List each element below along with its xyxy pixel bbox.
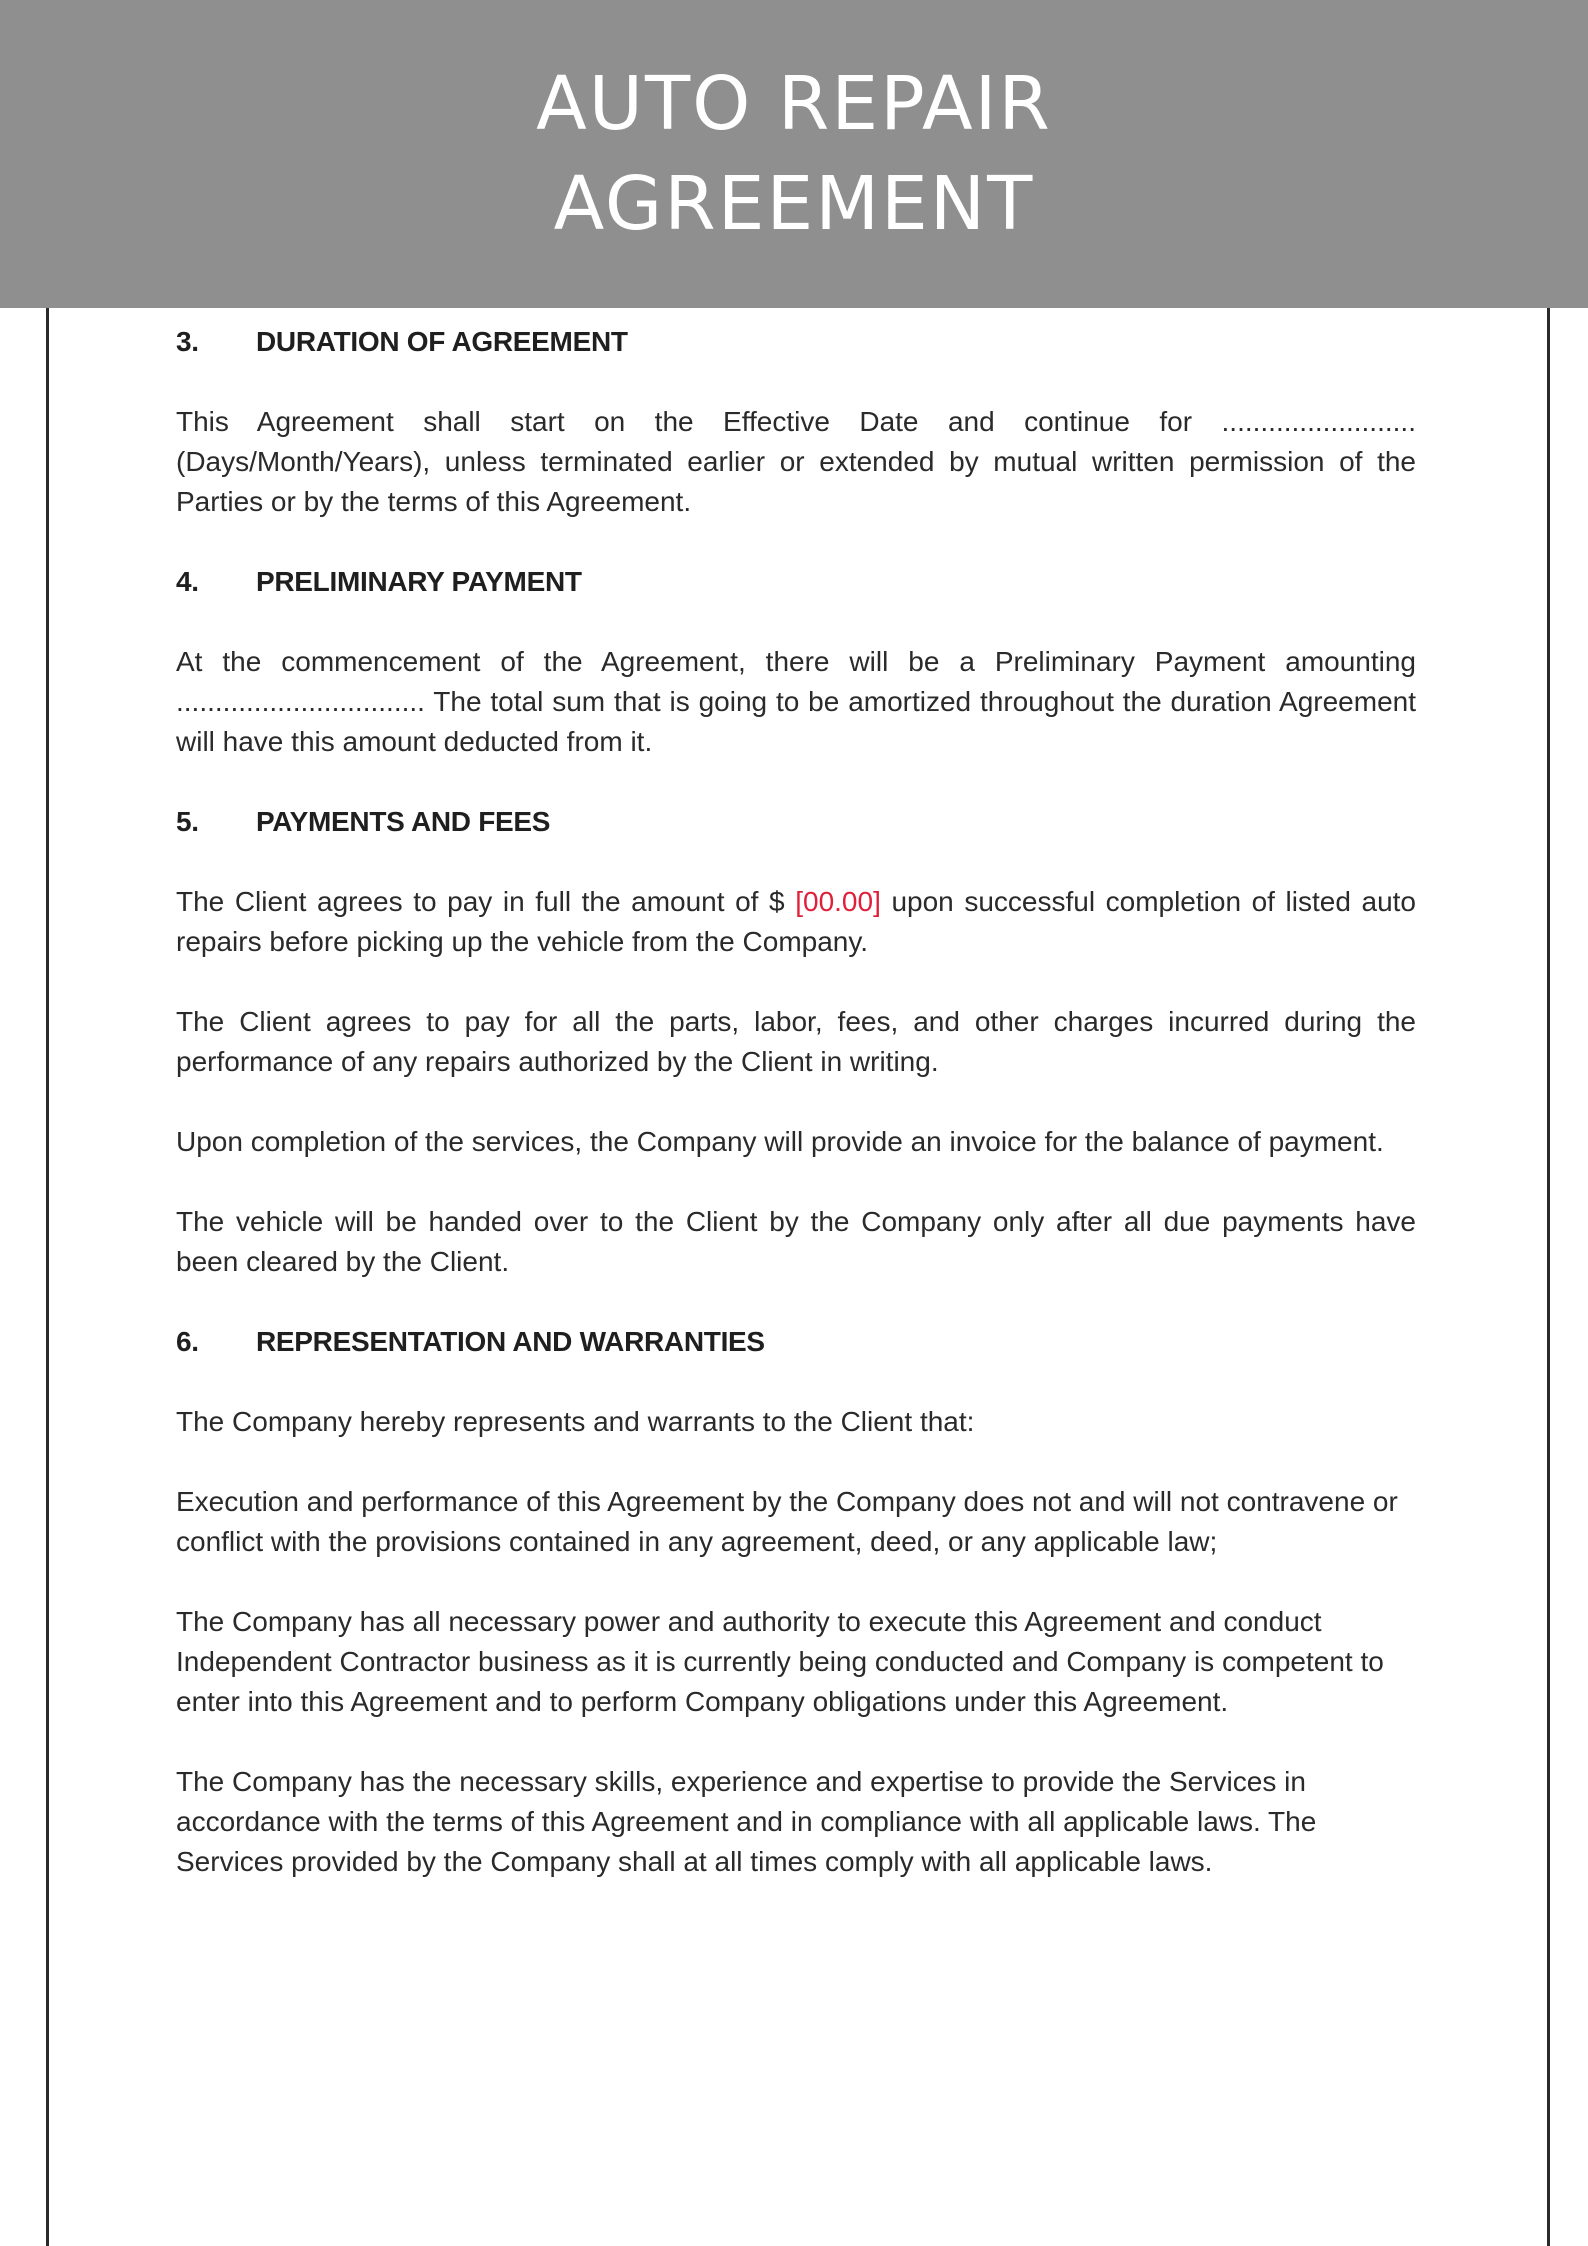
paragraph: The Company has all necessary power and authority to execute this Agreement and conduct Independent Contractor business as it is currently being conducted and Company is competent to enter into this Agreement and to perform Company obligations under this Agreement. xyxy=(176,1606,1384,1717)
paragraph: The Client agrees to pay for all the parts, labor, fees, and other charges incurred during the performance of any repairs authorized by the Client in writing. xyxy=(176,1006,1416,1077)
section-title: PRELIMINARY PAYMENT xyxy=(256,566,582,597)
section-heading-duration xyxy=(176,322,1416,362)
paragraph-payment-amount xyxy=(176,882,1416,962)
section-number: 6. xyxy=(176,1326,199,1357)
section-number: 4. xyxy=(176,566,199,597)
banner-title-line-1: AUTO REPAIR xyxy=(536,61,1052,147)
paragraph: At the commencement of the Agreement, there will be a Preliminary Payment amounting ................................ The total sum that is going to be amortized throughout the duration Agreement will have this amount deducted from it. xyxy=(176,646,1416,757)
section-heading-preliminary-payment xyxy=(176,562,1416,602)
section-heading-representation-and-warranties xyxy=(176,1322,1416,1362)
paragraph-text: upon successful completion of listed auto repairs before picking up the vehicle from the Company. xyxy=(176,886,1416,957)
paragraph: Execution and performance of this Agreement by the Company does not and will not contravene or conflict with the provisions contained in any agreement, deed, or any applicable law; xyxy=(176,1486,1398,1557)
amount-placeholder: [00.00] xyxy=(795,886,881,917)
paragraph: The Company hereby represents and warrants to the Client that: xyxy=(176,1406,975,1437)
document-body xyxy=(176,322,1416,1922)
section-number: 3. xyxy=(176,326,199,357)
paragraph-text: The Client agrees to pay in full the amount of $ xyxy=(176,886,796,917)
section-heading-payments-and-fees xyxy=(176,802,1416,842)
section-title: PAYMENTS AND FEES xyxy=(256,806,551,837)
paragraph: This Agreement shall start on the Effective Date and continue for ......................... (Days/Month/Years), unless terminated earlier or extended by mutual written permission of the Parties or by the terms of this Agreement. xyxy=(176,406,1416,517)
paragraph: The vehicle will be handed over to the Client by the Company only after all due payments have been cleared by the Client. xyxy=(176,1206,1416,1277)
banner-title-line-2: AGREEMENT xyxy=(553,161,1035,247)
title-banner xyxy=(0,0,1588,308)
paragraph: Upon completion of the services, the Company will provide an invoice for the balance of payment. xyxy=(176,1126,1384,1157)
section-title: DURATION OF AGREEMENT xyxy=(256,326,628,357)
paragraph: The Company has the necessary skills, experience and expertise to provide the Services in accordance with the terms of this Agreement and in compliance with all applicable laws. The Services provided by the Company shall at all times comply with all applicable laws. xyxy=(176,1766,1317,1877)
section-title: REPRESENTATION AND WARRANTIES xyxy=(256,1326,765,1357)
section-number: 5. xyxy=(176,806,199,837)
